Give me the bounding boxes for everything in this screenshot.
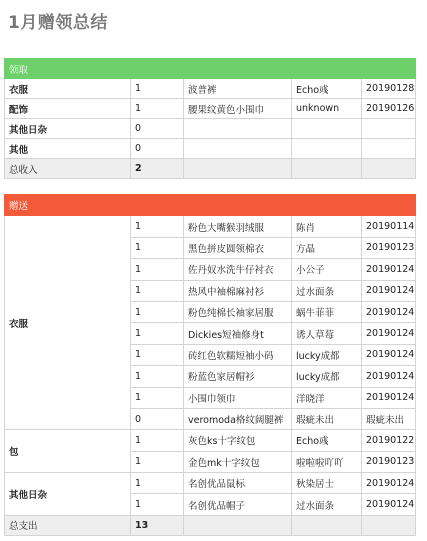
table-row: [5, 119, 416, 139]
section-header-row: [5, 195, 416, 216]
person-cell: 过水面条: [292, 494, 362, 515]
qty-cell: 1: [131, 237, 184, 258]
item-cell: 名创优品帽子: [184, 494, 292, 515]
item-cell: 金色mk十字纹包: [184, 451, 292, 472]
total-blank: [362, 515, 416, 535]
item-cell: 佐丹奴水洗牛仔衬衣: [184, 259, 292, 280]
person-cell: lucky成都: [292, 366, 362, 387]
date-cell: 20190124: [362, 366, 416, 387]
section-header-blank: [131, 59, 184, 79]
item-cell: 热风中袖棉麻衬衫: [184, 280, 292, 301]
category-cell: 其他日杂: [5, 119, 131, 139]
date-cell: 瑕疵未出: [362, 408, 416, 429]
date-cell: 20190124: [362, 323, 416, 344]
table-row: [5, 216, 416, 237]
item-cell: [184, 119, 292, 139]
person-cell: unknown: [292, 99, 362, 119]
date-cell: 20190124: [362, 387, 416, 408]
qty-cell: 0: [131, 139, 184, 159]
item-cell: 粉色纯棉长袖家居服: [184, 301, 292, 322]
qty-cell: 1: [131, 494, 184, 515]
qty-cell: 0: [131, 408, 184, 429]
qty-cell: 1: [131, 366, 184, 387]
person-cell: 蜗牛菲菲: [292, 301, 362, 322]
qty-cell: 1: [131, 387, 184, 408]
category-cell: 包: [5, 430, 131, 473]
date-cell: 20190124: [362, 301, 416, 322]
qty-cell: 1: [131, 451, 184, 472]
person-cell: 诱人草莓: [292, 323, 362, 344]
item-cell: 粉蓝色家居帽衫: [184, 366, 292, 387]
item-cell: 黑色拼皮圆领棉衣: [184, 237, 292, 258]
person-cell: 过水面条: [292, 280, 362, 301]
give-table: [4, 194, 416, 536]
date-cell: [362, 119, 416, 139]
table-row: [5, 473, 416, 494]
item-cell: [184, 139, 292, 159]
total-blank: [292, 159, 362, 179]
section-header-blank: [362, 195, 416, 216]
section-header-blank: [184, 195, 292, 216]
total-label: 总支出: [5, 515, 131, 535]
category-cell: 配饰: [5, 99, 131, 119]
section-header-blank: [292, 195, 362, 216]
section-header-blank: [184, 59, 292, 79]
person-cell: 秋染居士: [292, 473, 362, 494]
item-cell: Dickies短袖修身t: [184, 323, 292, 344]
qty-cell: 1: [131, 79, 184, 99]
date-cell: 20190128: [362, 79, 416, 99]
item-cell: 小围巾领巾: [184, 387, 292, 408]
receive-table: [4, 58, 416, 179]
item-cell: 砖红色软糯短袖小码: [184, 344, 292, 365]
section-header: 领取: [5, 59, 131, 79]
person-cell: 小公子: [292, 259, 362, 280]
person-cell: 瑕疵未出: [292, 408, 362, 429]
qty-cell: 1: [131, 259, 184, 280]
date-cell: [362, 139, 416, 159]
date-cell: 20190123: [362, 237, 416, 258]
qty-cell: 1: [131, 430, 184, 451]
item-cell: 腰果纹黄色小围巾: [184, 99, 292, 119]
table-row: [5, 79, 416, 99]
section-header: 赠送: [5, 195, 131, 216]
qty-cell: 0: [131, 119, 184, 139]
qty-cell: 1: [131, 323, 184, 344]
total-value: 2: [131, 159, 184, 179]
item-cell: 名创优品鼠标: [184, 473, 292, 494]
date-cell: 20190124: [362, 280, 416, 301]
table-row: [5, 139, 416, 159]
table-row: [5, 430, 416, 451]
person-cell: 啦啦啦吖吖: [292, 451, 362, 472]
date-cell: 20190114: [362, 216, 416, 237]
qty-cell: 1: [131, 280, 184, 301]
date-cell: 20190123: [362, 451, 416, 472]
date-cell: 20190124: [362, 473, 416, 494]
category-cell: 其他: [5, 139, 131, 159]
total-blank: [184, 515, 292, 535]
person-cell: [292, 139, 362, 159]
item-cell: veromoda格纹阔腿裤: [184, 408, 292, 429]
section-header-blank: [292, 59, 362, 79]
person-cell: [292, 119, 362, 139]
qty-cell: 1: [131, 99, 184, 119]
person-cell: 方晶: [292, 237, 362, 258]
section-header-row: [5, 59, 416, 79]
table-row: [5, 99, 416, 119]
category-cell: 其他日杂: [5, 473, 131, 516]
category-cell: 衣服: [5, 216, 131, 430]
total-label: 总收入: [5, 159, 131, 179]
person-cell: Echo彧: [292, 79, 362, 99]
qty-cell: 1: [131, 216, 184, 237]
person-cell: 陈肖: [292, 216, 362, 237]
qty-cell: 1: [131, 344, 184, 365]
date-cell: 20190122: [362, 430, 416, 451]
total-blank: [292, 515, 362, 535]
total-blank: [184, 159, 292, 179]
item-cell: 粉色大嘴猴羽绒服: [184, 216, 292, 237]
person-cell: Echo彧: [292, 430, 362, 451]
qty-cell: 1: [131, 301, 184, 322]
date-cell: 20190126: [362, 99, 416, 119]
total-row: [5, 515, 416, 535]
section-header-blank: [131, 195, 184, 216]
page-title: 1月赠领总结: [8, 13, 108, 33]
date-cell: 20190124: [362, 494, 416, 515]
total-value: 13: [131, 515, 184, 535]
category-cell: 衣服: [5, 79, 131, 99]
item-cell: 波普裤: [184, 79, 292, 99]
date-cell: 20190124: [362, 259, 416, 280]
total-blank: [362, 159, 416, 179]
total-row: [5, 159, 416, 179]
person-cell: 洋晓洋: [292, 387, 362, 408]
item-cell: 灰色ks十字纹包: [184, 430, 292, 451]
qty-cell: 1: [131, 473, 184, 494]
section-header-blank: [362, 59, 416, 79]
person-cell: lucky成都: [292, 344, 362, 365]
date-cell: 20190124: [362, 344, 416, 365]
